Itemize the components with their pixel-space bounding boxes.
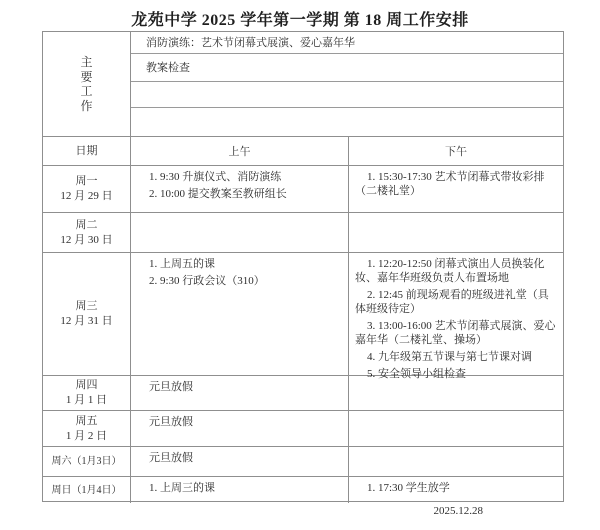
list-item-text: 3. 13:00-16:00 艺术节闭幕式展演、爱心嘉年华（二楼礼堂、操场） — [355, 320, 556, 346]
pm-cell — [349, 411, 563, 446]
day-row-saturday — [43, 447, 563, 477]
pm-cell — [349, 447, 563, 476]
pm-cell — [349, 477, 563, 503]
list-item-text: 1. 12:20-12:50 闭幕式演出人员换装化妆、嘉年华班级负责人布置场地 — [355, 258, 545, 284]
schedule-header-row — [43, 137, 563, 166]
date-cell — [43, 253, 131, 375]
am-cell — [131, 253, 349, 375]
list-item-text: 主 — [80, 55, 93, 69]
am-cell — [131, 213, 349, 252]
list-item-text: 1. 15:30-17:30 艺术节闭幕式带妆彩排（二楼礼堂） — [355, 171, 545, 197]
list-item-text: 元旦放假 — [149, 381, 193, 393]
day-date: 12 月 30 日 — [60, 233, 113, 246]
main-work-row-2: 教案检查 — [131, 54, 563, 82]
list-item-text: 4. 九年级第五节课与第七节课对调 — [367, 351, 532, 363]
day-row-thursday — [43, 376, 563, 411]
header-pm: 下午 — [445, 146, 467, 158]
main-work-row-4 — [131, 108, 563, 136]
header-date: 日期 — [43, 137, 131, 165]
list-item-text: 1. 上周三的课 — [149, 482, 215, 494]
date-cell — [43, 376, 131, 410]
list-item-text: 2. 10:00 提交教案至教研组长 — [149, 188, 287, 200]
list-item-text: 2. 12:45 前现场观看的班级进礼堂（具体班级待定） — [355, 289, 549, 315]
am-cell — [131, 447, 349, 476]
main-work-label — [43, 32, 131, 136]
day-row-sunday — [43, 477, 563, 503]
day-name: 周三 — [75, 300, 98, 312]
list-item-text: 工 — [80, 84, 93, 98]
schedule-table — [42, 31, 564, 502]
main-work-row-3 — [131, 82, 563, 109]
pm-cell — [349, 166, 563, 212]
list-item-text: 5. 安全领导小组检查 — [367, 368, 466, 380]
list-item-text: 1. 上周五的课 — [149, 258, 215, 270]
list-item-text: 要 — [80, 69, 93, 84]
am-cell — [131, 477, 349, 503]
pm-cell — [349, 253, 563, 380]
main-work-rows — [131, 32, 563, 136]
am-cell — [131, 411, 349, 446]
am-cell — [131, 376, 349, 410]
day-name: 周一 — [75, 175, 98, 187]
list-item-text: 元旦放假 — [149, 416, 193, 428]
day-name: 周六（1月3日） — [51, 456, 122, 467]
pm-cell — [349, 213, 563, 252]
day-row-friday — [43, 411, 563, 447]
date-cell — [43, 477, 131, 503]
date-cell — [43, 411, 131, 446]
am-cell — [131, 166, 349, 212]
day-date: 12 月 29 日 — [60, 190, 113, 202]
footer-date: 2025.12.28 — [433, 505, 483, 517]
day-row-wednesday — [43, 253, 563, 380]
page-title: 龙苑中学 2025 学年第一学期 第 18 周工作安排 — [131, 12, 469, 29]
day-date: 12 月 31 日 — [60, 315, 113, 327]
list-item-text: 2. 9:30 行政会议（310） — [149, 275, 265, 287]
date-cell — [43, 213, 131, 252]
day-name: 周四 — [75, 379, 98, 391]
main-work-section — [43, 32, 563, 137]
date-cell — [43, 166, 131, 212]
list-item-text: 元旦放假 — [149, 452, 193, 464]
list-item-text: 1. 17:30 学生放学 — [367, 482, 450, 494]
date-cell — [43, 447, 131, 476]
header-am: 上午 — [131, 137, 349, 165]
pm-cell — [349, 376, 563, 410]
main-work-row-1: 消防演练：艺术节闭幕式展演、爱心嘉年华 — [131, 32, 563, 54]
day-row-tuesday — [43, 213, 563, 253]
list-item-text: 作 — [80, 98, 93, 113]
day-name: 周日（1月4日） — [51, 484, 122, 496]
day-name: 周二 — [75, 218, 98, 231]
day-date: 1 月 2 日 — [65, 429, 108, 442]
day-date: 1 月 1 日 — [65, 394, 108, 406]
day-name: 周五 — [75, 414, 98, 427]
list-item-text: 1. 9:30 升旗仪式、消防演练 — [149, 171, 282, 183]
day-row-monday — [43, 166, 563, 213]
